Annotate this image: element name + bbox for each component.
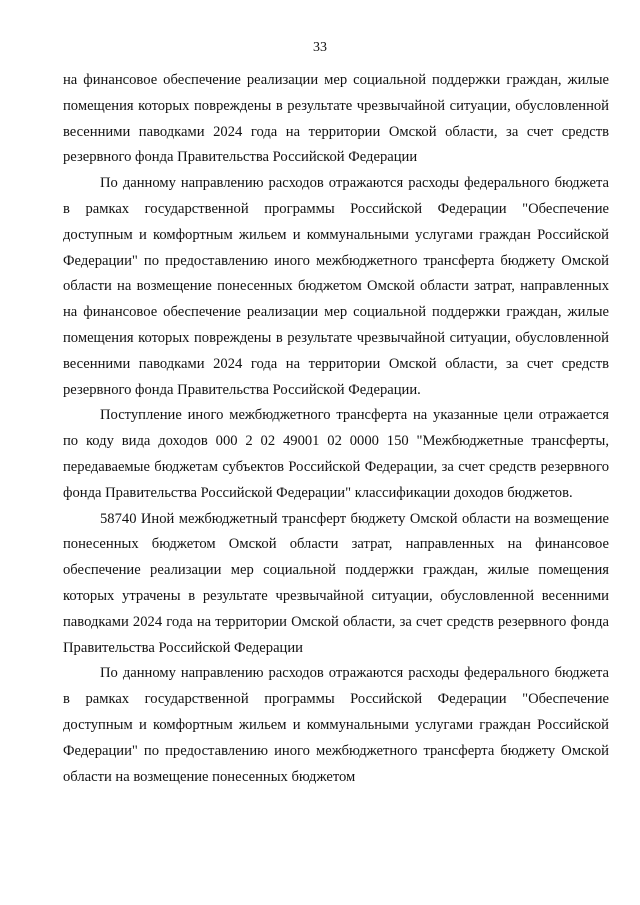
- document-body: [63, 68, 609, 790]
- paragraph-income-code: Поступление иного межбюджетного трансферта на указанные цели отражается по коду вида доходов 000 2 02 49001 02 0000 150 "Межбюджетные трансферты, передаваемые бюджетам субъектов Российской Федерации, за счет средств резервного фонда Правительства Российской Федерации" классификации доходов бюджетов.: [63, 407, 609, 501]
- paragraph-expenses-description: По данному направлению расходов отражаются расходы федерального бюджета в рамках государственной программы Российской Федерации "Обеспечение доступным и комфортным жильем и коммунальными услугами граждан Российской Федерации" по предоставлению иного межбюджетного трансферта бюджету Омской области на возмещение понесенных бюджетом Омской области затрат, направленных на финансовое обеспечение реализации мер социальной поддержки граждан, жилые помещения которых повреждены в результате чрезвычайной ситуации, обусловленной весенними паводками 2024 года на территории Омской области, за счет средств резервного фонда Правительства Российской Федерации.: [63, 175, 609, 398]
- paragraph-code-58740: 58740 Иной межбюджетный трансферт бюджету Омской области на возмещение понесенных бюджетом Омской области затрат, направленных на финансовое обеспечение реализации мер социальной поддержки граждан, жилые помещения которых утрачены в результате чрезвычайной ситуации, обусловленной весенними паводками 2024 года на территории Омской области, за счет средств резервного фонда Правительства Российской Федерации: [63, 510, 609, 656]
- paragraph-continuation: на финансовое обеспечение реализации мер социальной поддержки граждан, жилые помещения которых повреждены в результате чрезвычайной ситуации, обусловленной весенними паводками 2024 года на территории Омской области, за счет средств резервного фонда Правительства Российской Федерации: [63, 72, 609, 166]
- paragraph-expenses-description-2: По данному направлению расходов отражаются расходы федерального бюджета в рамках государственной программы Российской Федерации "Обеспечение доступным и комфортным жильем и коммунальными услугами граждан Российской Федерации" по предоставлению иного межбюджетного трансферта бюджету Омской области на возмещение понесенных бюджетом: [63, 665, 609, 785]
- page-number: 33: [313, 40, 327, 55]
